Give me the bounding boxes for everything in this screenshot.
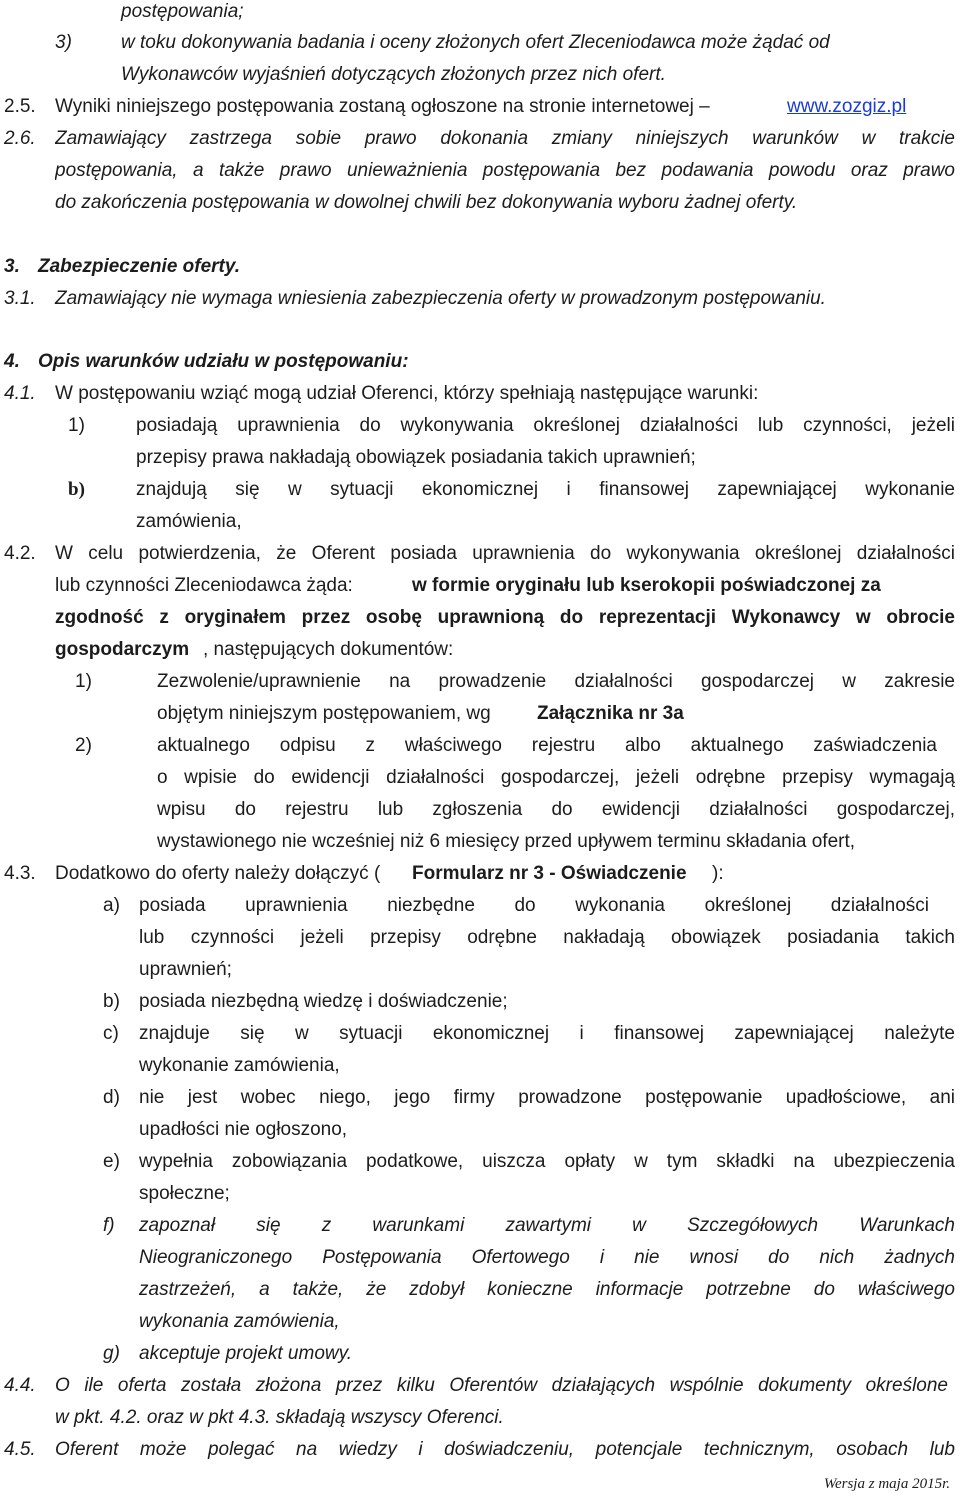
section-4-1 (0, 378, 960, 410)
item-letter: c) (103, 1023, 119, 1044)
text-line (0, 794, 960, 826)
line-text: aktualnego odpisu z właściwego rejestru albo aktualnego zaświadczenia (157, 735, 937, 756)
website-link[interactable]: www.zozgiz.pl (787, 96, 907, 117)
section-2-6 (0, 123, 960, 155)
line-text: Zamawiający nie wymaga wniesienia zabezpieczenia oferty w prowadzonym postępowaniu. (55, 288, 826, 309)
line-text: Wykonawców wyjaśnień dotyczących złożonych przez nich ofert. (121, 64, 666, 85)
text-line (0, 506, 960, 538)
line-text: Nieograniczonego Postępowania Ofertowego i nie wnosi do nich żadnych (139, 1247, 955, 1268)
line-text: posiadają uprawnienia do wykonywania określonej działalności lub czynności, jeżeli (136, 415, 955, 436)
section-number: 3. (4, 256, 20, 277)
text-line (0, 155, 960, 187)
section-4-5 (0, 1434, 960, 1466)
text-line (0, 1242, 960, 1274)
line-text: Zezwolenie/uprawnienie na prowadzenie działalności gospodarczej w zakresie (157, 671, 955, 692)
line-text: wpisu do rejestru lub zgłoszenia do ewidencji działalności gospodarczej, (157, 799, 955, 820)
section-number: 4.5. (4, 1439, 36, 1460)
line-text-end: ): (712, 863, 724, 884)
line-text: Oferent może polegać na wiedzy i doświadczeniu, potencjale technicznym, osobach lub (55, 1439, 955, 1460)
line-text: w pkt. 4.2. oraz w pkt 4.3. składają wszyscy Oferenci. (55, 1407, 504, 1428)
text-line (0, 762, 960, 794)
section-heading (0, 251, 960, 283)
section-number: 4. (4, 351, 20, 372)
line-text: znajdują się w sytuacji ekonomicznej i finansowej zapewniającej wykonanie (136, 479, 955, 500)
section-2-5 (0, 91, 960, 123)
bold-text: Formularz nr 3 - Oświadczenie (412, 863, 687, 884)
item-letter: b) (103, 991, 120, 1012)
section-number: 4.2. (4, 543, 36, 564)
line-text: , następujących dokumentów: (203, 639, 454, 660)
text-line (0, 602, 960, 634)
line-text: zamówienia, (136, 511, 242, 532)
text-line (0, 1050, 960, 1082)
line-text: znajduje się w sytuacji ekonomicznej i finansowej zapewniającej należyte (139, 1023, 955, 1044)
item-letter: e) (103, 1151, 120, 1172)
item-letter: g) (103, 1343, 120, 1364)
section-number: 2.5. (4, 96, 36, 117)
bold-text: gospodarczym (55, 639, 190, 660)
text-line (0, 1114, 960, 1146)
line-text: przepisy prawa nakładają obowiązek posiadania takich uprawnień; (136, 447, 696, 468)
item-number: b) (68, 479, 85, 500)
section-4-2 (0, 538, 960, 570)
list-item (0, 474, 960, 506)
list-item (0, 890, 960, 922)
item-letter: d) (103, 1087, 120, 1108)
line-text: o wpisie do ewidencji działalności gospodarczej, jeżeli odrębne przepisy wymagają (157, 767, 955, 788)
item-letter: a) (103, 895, 120, 916)
section-title: Zabezpieczenie oferty. (38, 256, 241, 277)
item-letter: f) (103, 1215, 115, 1236)
bold-text: w formie oryginału lub kserokopii poświadczonej za (412, 575, 881, 596)
text-line (0, 570, 960, 602)
list-item (0, 730, 960, 762)
line-text: lub czynności jeżeli przepisy odrębne nakładają obowiązek posiadania takich (139, 927, 955, 948)
line-text: wykonanie zamówienia, (139, 1055, 340, 1076)
list-item (0, 410, 960, 442)
line-text: społeczne; (139, 1183, 230, 1204)
line-text: do zakończenia postępowania w dowolnej chwili bez dokonywania wyboru żadnej oferty. (55, 192, 798, 213)
page-footer-version: Wersja z maja 2015r. (823, 1476, 950, 1492)
text-line (0, 442, 960, 474)
line-text: postępowania; (121, 1, 244, 22)
line-text: nie jest wobec niego, jego firmy prowadzone postępowanie upadłościowe, ani (139, 1087, 955, 1108)
text-line (0, 0, 960, 28)
line-text: upadłości nie ogłoszono, (139, 1119, 348, 1140)
bold-text: zgodność z oryginałem przez osobę uprawnioną do reprezentacji Wykonawcy w obrocie (55, 607, 955, 628)
text-line (0, 1178, 960, 1210)
section-heading (0, 346, 960, 378)
line-text: wystawionego nie wcześniej niż 6 miesięcy przed upływem terminu składania ofert, (157, 831, 856, 852)
text-line (0, 634, 960, 666)
section-number: 4.1. (4, 383, 36, 404)
text-line (0, 1306, 960, 1338)
text-line (0, 698, 960, 730)
line-text: wykonania zamówienia, (139, 1311, 340, 1332)
line-text: akceptuje projekt umowy. (139, 1343, 352, 1364)
line-text: Wyniki niniejszego postępowania zostaną ogłoszone na stronie internetowej – (55, 96, 710, 117)
item-number: 1) (75, 671, 92, 692)
list-item (0, 666, 960, 698)
section-number: 2.6. (4, 128, 36, 149)
section-number: 4.4. (4, 1375, 36, 1396)
line-text: wypełnia zobowiązania podatkowe, uiszcza opłaty w tym składki na ubezpieczenia (139, 1151, 955, 1172)
item-number: 2) (75, 735, 92, 756)
line-text: Zamawiający zastrzega sobie prawo dokonania zmiany niniejszych warunków w trakcie (55, 128, 955, 149)
list-item (0, 27, 960, 59)
section-title: Opis warunków udziału w postępowaniu: (38, 351, 409, 372)
line-text: W celu potwierdzenia, że Oferent posiada uprawnienia do wykonywania określonej działalności (55, 543, 955, 564)
line-text: zapoznał się z warunkami zawartymi w Szczegółowych Warunkach (139, 1215, 955, 1236)
text-line (0, 1402, 960, 1434)
list-item (0, 1082, 960, 1114)
line-text: uprawnień; (139, 959, 232, 980)
line-text: w toku dokonywania badania i oceny złożonych ofert Zleceniodawca może żądać od (121, 32, 830, 53)
section-number: 3.1. (4, 288, 36, 309)
list-item (0, 986, 960, 1018)
line-text: lub czynności Zleceniodawca żąda: (55, 575, 353, 596)
line-text: postępowania, a także prawo unieważnienia postępowania bez podawania powodu oraz prawo (55, 160, 955, 181)
section-number: 4.3. (4, 863, 36, 884)
line-text: O ile oferta została złożona przez kilku Oferentów działających wspólnie dokumenty określone (55, 1375, 948, 1396)
list-item (0, 1210, 960, 1242)
item-number: 1) (68, 415, 85, 436)
list-item (0, 1146, 960, 1178)
line-text: posiada uprawnienia niezbędne do wykonania określonej działalności (139, 895, 929, 916)
list-item (0, 1018, 960, 1050)
text-line (0, 1274, 960, 1306)
list-item (0, 1338, 960, 1370)
line-text: objętym niniejszym postępowaniem, wg (157, 703, 491, 724)
section-4-4 (0, 1370, 960, 1402)
line-text: posiada niezbędną wiedzę i doświadczenie; (139, 991, 508, 1012)
line-text: W postępowaniu wziąć mogą udział Oferenci, którzy spełniają następujące warunki: (55, 383, 759, 404)
text-line (0, 826, 960, 858)
bold-text: Załącznika nr 3a (537, 703, 684, 724)
text-line (0, 187, 960, 219)
text-line (0, 59, 960, 91)
line-text: zastrzeżeń, a także, że zdobył konieczne informacje potrzebne do właściwego (139, 1279, 955, 1300)
section-4-3 (0, 858, 960, 890)
item-number: 3) (55, 32, 72, 53)
line-text: Dodatkowo do oferty należy dołączyć ( (55, 863, 381, 884)
text-line (0, 954, 960, 986)
section-3-1 (0, 283, 960, 315)
text-line (0, 922, 960, 954)
